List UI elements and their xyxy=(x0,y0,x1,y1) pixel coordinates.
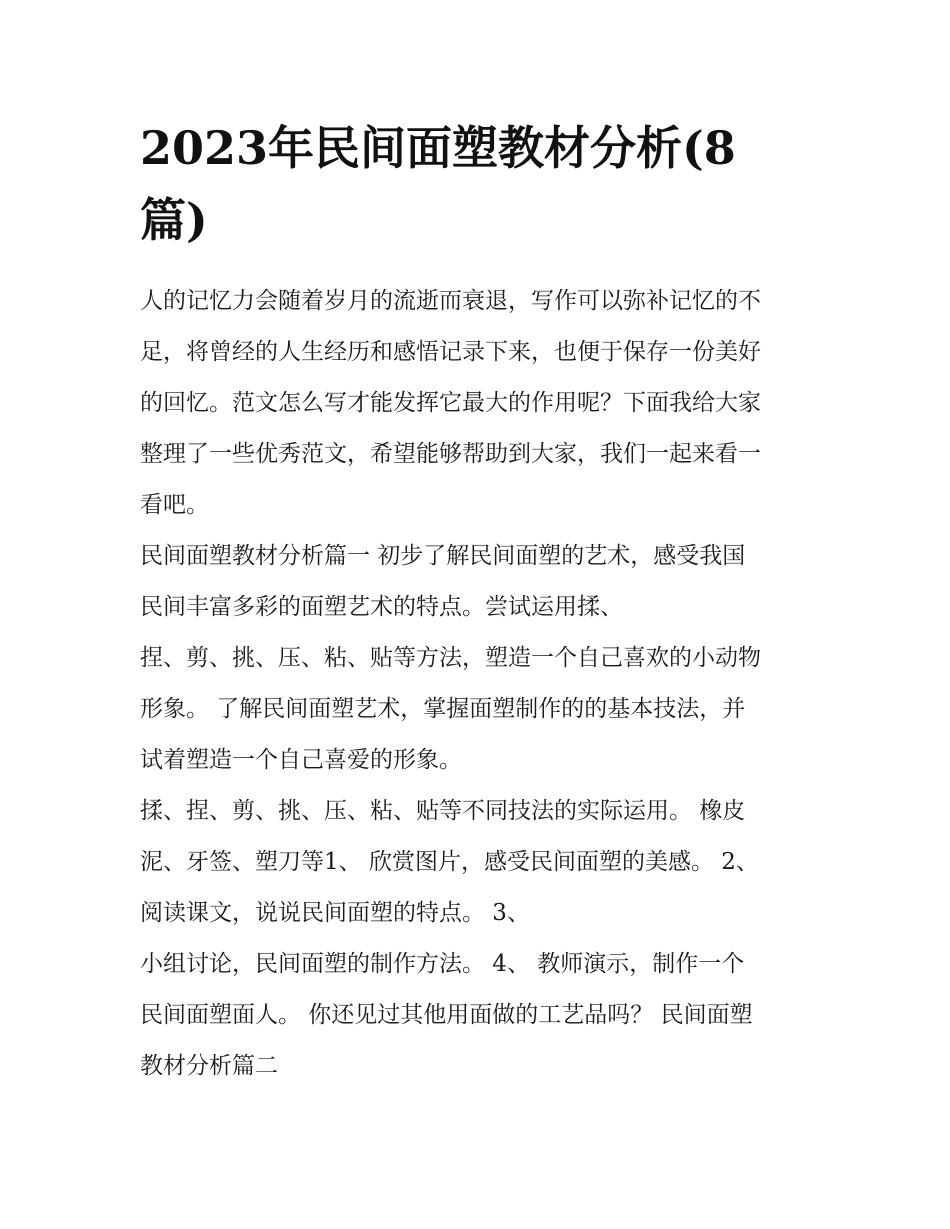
body-line: 民间丰富多彩的面塑艺术的特点。尝试运用揉、 xyxy=(140,594,623,620)
document-body xyxy=(140,276,820,1092)
body-line: 小组讨论，民间面塑的制作方法。 4、 教师演示，制作一个 xyxy=(140,951,745,977)
body-line: 泥、牙签、塑刀等1、 欣赏图片，感受民间面塑的美感。 2、 xyxy=(140,849,759,875)
document-title xyxy=(140,112,820,256)
body-line: 民间面塑面人。 你还见过其他用面做的工艺品吗？ 民间面塑 xyxy=(140,1002,753,1028)
body-line: 揉、捏、剪、挑、压、粘、贴等不同技法的实际运用。 橡皮 xyxy=(140,798,746,824)
body-line: 民间面塑教材分析篇一 初步了解民间面塑的艺术，感受我国 xyxy=(140,543,746,569)
body-line: 的回忆。范文怎么写才能发挥它最大的作用呢？下面我给大家 xyxy=(140,390,761,416)
body-line: 试着塑造一个自己喜爱的形象。 xyxy=(140,747,462,773)
body-line: 足，将曾经的人生经历和感悟记录下来，也便于保存一份美好 xyxy=(140,339,761,365)
body-line: 形象。 了解民间面塑艺术，掌握面塑制作的的基本技法，并 xyxy=(140,696,746,722)
title-line: 篇) xyxy=(140,193,208,247)
body-line: 人的记忆力会随着岁月的流逝而衰退，写作可以弥补记忆的不 xyxy=(140,288,761,314)
title-line: 2023年民间面塑教材分析(8 xyxy=(140,121,736,175)
body-line: 整理了一些优秀范文，希望能够帮助到大家，我们一起来看一 xyxy=(140,441,761,467)
body-line: 捏、剪、挑、压、粘、贴等方法，塑造一个自己喜欢的小动物 xyxy=(140,645,761,671)
body-line: 看吧。 xyxy=(140,492,209,518)
body-line: 阅读课文，说说民间面塑的特点。 3、 xyxy=(140,900,530,926)
body-line: 教材分析篇二 xyxy=(140,1053,278,1079)
